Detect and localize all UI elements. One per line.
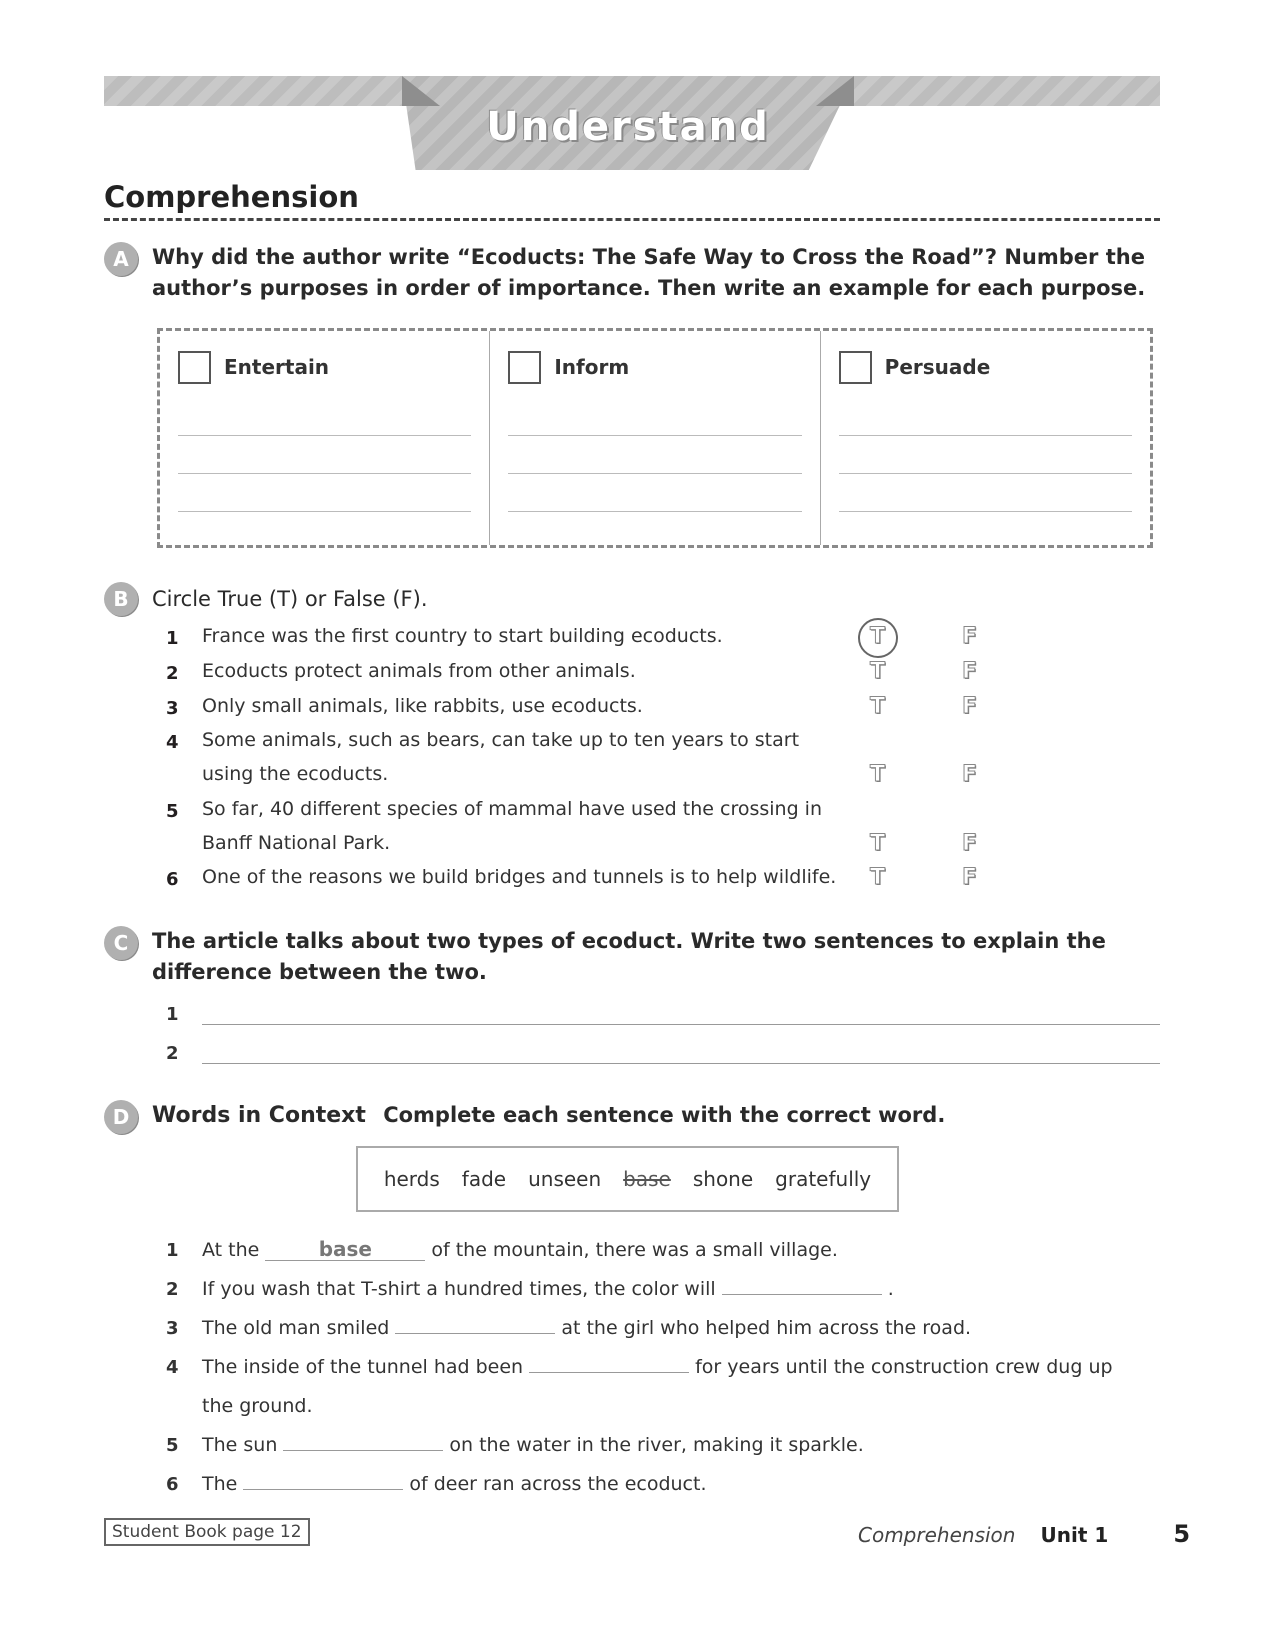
sentence-text: At the	[202, 1239, 260, 1261]
item-number: 1	[166, 628, 179, 649]
word-bank-item: gratefully	[775, 1167, 872, 1191]
item-number: 2	[166, 1279, 179, 1300]
item-number: 5	[166, 1435, 179, 1456]
purpose-column-entertain	[160, 331, 490, 545]
false-option[interactable]: F	[962, 865, 978, 890]
purpose-label: Entertain	[224, 355, 330, 379]
rank-box-inform[interactable]	[508, 351, 541, 384]
word-bank-item: fade	[461, 1167, 507, 1191]
write-line[interactable]	[178, 473, 471, 474]
question-a-prompt: Why did the author write “Ecoducts: The Safe Way to Cross the Road”? Number the author’s purposes in order of importance. Then write an example for each purpose.	[152, 245, 1146, 300]
answer-line-2[interactable]	[202, 1063, 1160, 1064]
purpose-label: Persuade	[884, 355, 991, 379]
purpose-table	[157, 328, 1153, 548]
word-bank-item: herds	[383, 1167, 440, 1191]
item-number: 6	[166, 1474, 179, 1495]
item-number: 3	[166, 698, 179, 719]
rank-box-entertain[interactable]	[178, 351, 211, 384]
sentence-text: for years until the construction crew dug up	[695, 1356, 1113, 1378]
student-book-reference: Student Book page 12	[104, 1518, 310, 1546]
purpose-column-inform	[490, 331, 820, 545]
banner-title: Understand	[486, 104, 770, 150]
item-number: 6	[166, 869, 179, 890]
question-b-prompt: Circle True (T) or False (F).	[152, 587, 428, 611]
sentence-text: The sun	[202, 1434, 278, 1456]
answer-blank[interactable]	[283, 1430, 443, 1451]
section-title: Comprehension	[104, 180, 359, 214]
section-divider	[104, 218, 1160, 221]
footer-section: Comprehension	[858, 1523, 1016, 1547]
write-line[interactable]	[839, 511, 1132, 512]
badge-b: B	[104, 582, 138, 616]
sentence-2	[202, 1270, 894, 1308]
item-number: 5	[166, 801, 179, 822]
false-option[interactable]: F	[962, 831, 978, 856]
false-option[interactable]: F	[962, 694, 978, 719]
question-d-prompt: Complete each sentence with the correct word.	[383, 1103, 946, 1127]
sentence-text: of the mountain, there was a small village.	[431, 1239, 838, 1261]
answer-blank[interactable]	[529, 1352, 689, 1373]
write-line[interactable]	[178, 511, 471, 512]
sentence-6	[202, 1465, 707, 1503]
sentence-text: on the water in the river, making it sparkle.	[449, 1434, 864, 1456]
sentence-text: of deer ran across the ecoduct.	[409, 1473, 707, 1495]
word-bank-item: unseen	[528, 1167, 602, 1191]
false-option[interactable]: F	[962, 624, 978, 649]
purpose-label: Inform	[554, 355, 630, 379]
tf-statement: Only small animals, like rabbits, use ecoducts.	[202, 695, 643, 717]
true-option[interactable]: T	[870, 624, 886, 649]
page-number: 5	[1173, 1520, 1191, 1548]
sentence-text: If you wash that T-shirt a hundred times, the color will	[202, 1278, 716, 1300]
answer-blank[interactable]	[395, 1313, 555, 1334]
sentence-text: The inside of the tunnel had been	[202, 1356, 524, 1378]
true-option[interactable]: T	[870, 659, 886, 684]
tf-statement: One of the reasons we build bridges and tunnels is to help wildlife.	[202, 866, 837, 888]
write-line[interactable]	[839, 473, 1132, 474]
write-line[interactable]	[508, 511, 801, 512]
sentence-1	[202, 1231, 838, 1269]
tf-statement: Ecoducts protect animals from other animals.	[202, 660, 636, 682]
false-option[interactable]: F	[962, 659, 978, 684]
sentence-text: at the girl who helped him across the road.	[561, 1317, 972, 1339]
word-bank-item: shone	[692, 1167, 754, 1191]
answer-blank[interactable]	[243, 1469, 403, 1490]
true-option[interactable]: T	[870, 694, 886, 719]
line-number: 2	[166, 1043, 179, 1064]
footer-info	[858, 1520, 1190, 1548]
true-option[interactable]: T	[870, 831, 886, 856]
sentence-text: .	[887, 1278, 894, 1300]
item-number: 3	[166, 1318, 179, 1339]
write-line[interactable]	[508, 473, 801, 474]
rank-box-persuade[interactable]	[839, 351, 872, 384]
sentence-4	[202, 1348, 1113, 1386]
question-c-prompt: The article talks about two types of ecoduct. Write two sentences to explain the difference between the two.	[152, 929, 1106, 984]
sentence-4-cont: the ground.	[202, 1395, 313, 1417]
item-number: 1	[166, 1240, 179, 1261]
badge-a: A	[104, 242, 138, 276]
word-bank-item-used: base	[623, 1167, 671, 1191]
tf-statement: Some animals, such as bears, can take up to ten years to start	[202, 729, 800, 751]
tf-statement: So far, 40 different species of mammal have used the crossing in	[202, 798, 822, 820]
sentence-3	[202, 1309, 971, 1347]
badge-c: C	[104, 926, 138, 960]
filled-blank[interactable]: base	[265, 1238, 425, 1261]
answer-blank[interactable]	[722, 1274, 882, 1295]
badge-d: D	[104, 1100, 138, 1134]
false-option[interactable]: F	[962, 762, 978, 787]
write-line[interactable]	[839, 435, 1132, 436]
sentence-text: The old man smiled	[202, 1317, 390, 1339]
answer-line-1[interactable]	[202, 1024, 1160, 1025]
word-bank	[356, 1146, 899, 1212]
write-line[interactable]	[508, 435, 801, 436]
sentence-5	[202, 1426, 864, 1464]
write-line[interactable]	[178, 435, 471, 436]
tf-statement-cont: Banff National Park.	[202, 832, 391, 854]
footer-unit: Unit 1	[1040, 1523, 1109, 1547]
sentence-text: The	[202, 1473, 238, 1495]
purpose-column-persuade	[821, 331, 1150, 545]
words-in-context-heading: Words in Context	[152, 1103, 366, 1128]
question-d-header	[152, 1100, 945, 1131]
item-number: 2	[166, 663, 179, 684]
true-option[interactable]: T	[870, 865, 886, 890]
true-option[interactable]: T	[870, 762, 886, 787]
tf-statement: France was the first country to start building ecoducts.	[202, 625, 723, 647]
tf-statement-cont: using the ecoducts.	[202, 763, 389, 785]
item-number: 4	[166, 1357, 179, 1378]
item-number: 4	[166, 732, 179, 753]
line-number: 1	[166, 1004, 179, 1025]
